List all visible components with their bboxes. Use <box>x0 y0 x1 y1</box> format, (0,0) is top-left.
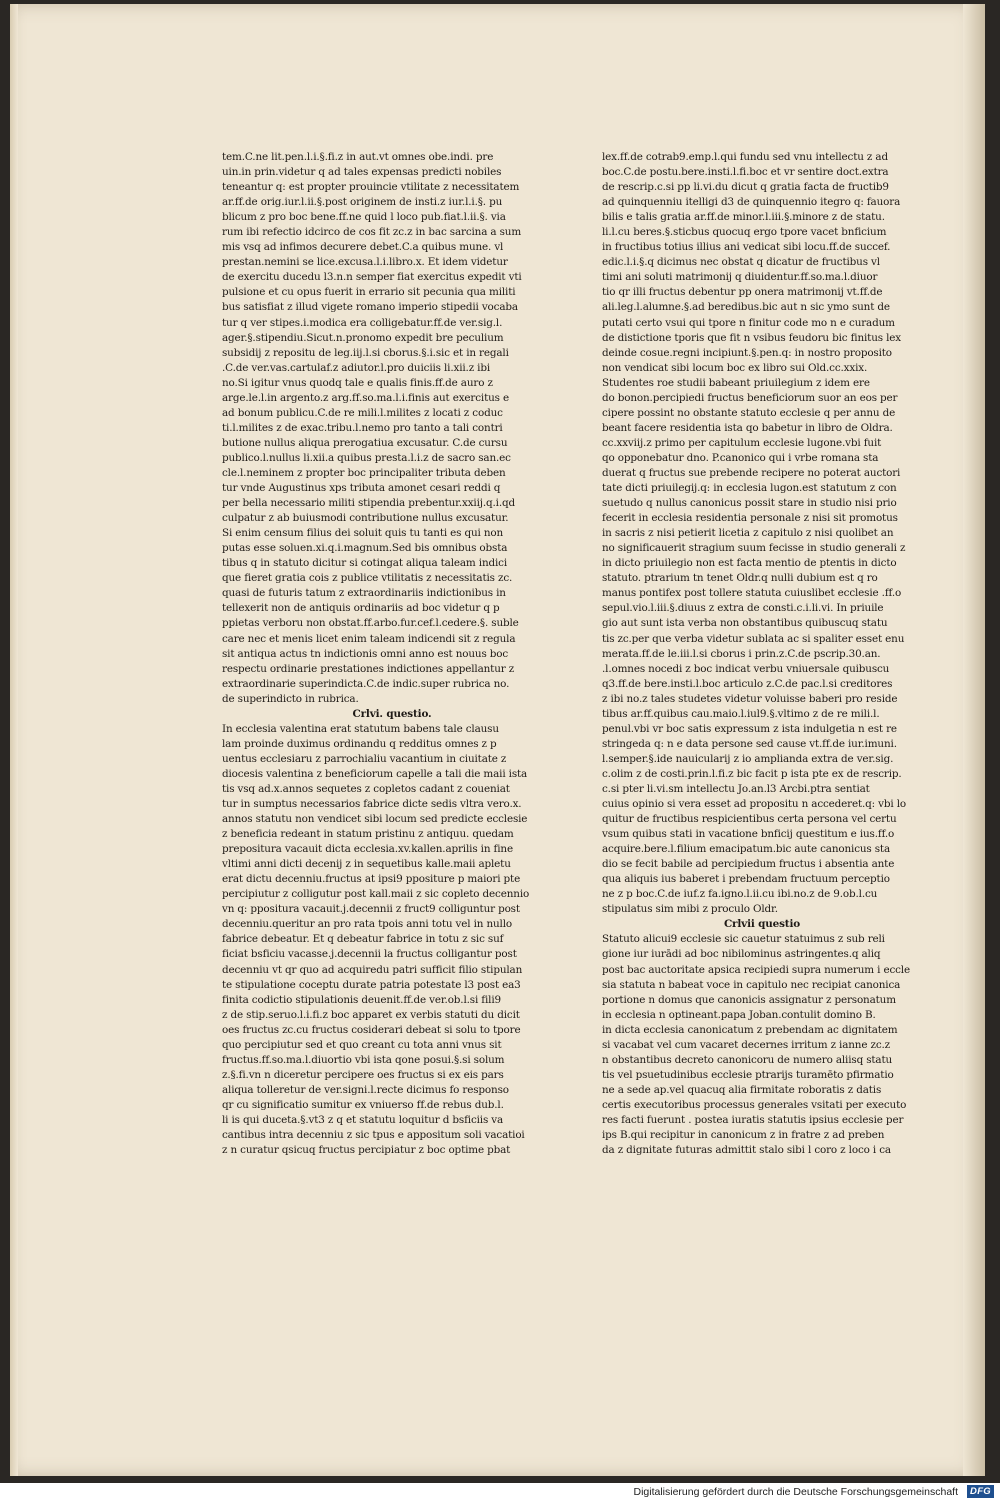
text-line: tate dicti priuilegij.q: in ecclesia lugon.est statutum z con <box>602 482 897 495</box>
text-line: portione n domus que canonicis assignatur z personatum <box>602 993 896 1006</box>
question-heading: Crlvii questio <box>723 918 801 931</box>
text-line: cipere possint no obstante statuto ecclesie q per annu de <box>602 406 896 419</box>
text-line: vltimi anni dicti decenij z in sequetibus kalle.maii apletu <box>222 858 511 871</box>
text-line: qo opponebatur dno. P.canonico qui i vrbe romana sta <box>602 451 879 464</box>
text-line: ti.l.milites z de exac.tribu.l.nemo pro tanto a tali contri <box>222 421 503 434</box>
text-line: boc.C.de postu.bere.insti.l.fi.boc et vr sentire doct.extra <box>602 166 889 179</box>
text-line: gio aut sunt ista verba non obstantibus quibuscuq statu <box>602 617 888 630</box>
text-line: cantibus intra decenniu z sic tpus e appositum soli vacatioi <box>222 1129 525 1142</box>
text-line: .C.de ver.vas.cartulaf.z adiutor.l.pro duiciis li.xii.z ibi <box>222 361 491 374</box>
text-line: per bella necessario militi stipendia prebentur.xxiij.q.i.qd <box>222 497 515 510</box>
page-gutter <box>10 4 18 1476</box>
text-line: teneantur q: est propter prouincie vtilitate z necessitatem <box>222 181 520 194</box>
text-line: in dicta ecclesia canonicatum z prebendam ac dignitatem <box>602 1023 898 1036</box>
text-line: oes fructus zc.cu fructus cosiderari debeat si solu to tpore <box>222 1023 521 1036</box>
text-line: putati certo vsui qui tpore n finitur code mo n e curadum <box>602 316 895 329</box>
text-line: vn q: ppositura vacauit.j.decennii z fruct9 colliguntur post <box>222 903 520 916</box>
text-line: decenniu vt qr quo ad acquiredu patri sufficit filio stipulan <box>222 963 523 976</box>
text-line: certis executoribus processus generales vsitati per executo <box>602 1098 907 1111</box>
text-line: ne a sede ap.vel quacuq alia firmitate roboratis z datis <box>602 1083 882 1096</box>
text-line: percipiutur z colligutur post kall.maii z sic copleto decennio <box>222 888 530 901</box>
text-line: bilis e talis gratia ar.ff.de minor.l.iii.§.minore z de statu. <box>602 211 885 224</box>
text-line: decenniu.queritur an pro rata tpois anni totu vel in nullo <box>222 918 512 931</box>
text-line: no significauerit stragium suum fecisse in studio generali z <box>602 542 906 555</box>
text-line: butione nullus aliqua prerogatiua excusatur. C.de cursu <box>222 436 508 449</box>
text-line: arge.le.l.in argento.z arg.ff.so.ma.l.i.finis aut exercitus e <box>222 391 509 404</box>
text-line: da z dignitate futuras admittit stalo sibi l coro z loco i ca <box>602 1144 891 1157</box>
text-line: de superindicto in rubrica. <box>222 692 359 705</box>
text-line: tis vsq ad.x.annos sequetes z copletos cadant z coueniat <box>222 782 510 795</box>
text-line: care nec et menis licet enim taleam indicendi sit z regula <box>222 632 516 645</box>
text-line: ppietas verboru non obstat.ff.arbo.fur.cef.l.cedere.§. suble <box>222 617 519 630</box>
text-line: quitur de fructibus respicientibus certa persona vel certu <box>602 813 897 826</box>
text-line: subsidij z repositu de leg.iij.l.si cborus.§.i.sic et in regali <box>222 346 509 359</box>
text-line: uentus ecclesiaru z parrochialiu vacantium in ciuitate z <box>222 752 507 765</box>
text-line: erat dictu decenniu.fructus at ipsi9 ppositure p maiori pte <box>222 873 521 886</box>
text-line: quasi de futuris tatum z extraordinariis indictionibus in <box>222 587 506 600</box>
text-line: no.Si igitur vnus quodq tale e qualis finis.ff.de auro z <box>222 376 493 389</box>
text-line: tellexerit non de antiquis ordinariis ad boc videtur q p <box>222 602 500 615</box>
text-line: lex.ff.de cotrab9.emp.l.qui fundu sed vnu intellectu z ad <box>602 151 888 163</box>
text-line: diocesis valentina z beneficiorum capelle a tali die maii ista <box>222 767 528 780</box>
text-line: z n curatur qsicuq fructus percipiatur z boc optime pbat <box>222 1144 511 1157</box>
text-line: edic.l.i.§.q dicimus nec obstat q dicatur de fructibus vl <box>602 256 880 269</box>
text-line: qua aliquis ius baberet i prebendam fructuum perceptio <box>602 873 890 886</box>
text-line: sit antiqua actus tn indictionis omni anno est nouus boc <box>222 647 509 660</box>
text-line: stipulatus sim mibi z proculo Oldr. <box>602 903 778 916</box>
text-line: post bac auctoritate apsica recipiedi supra numerum i eccle <box>602 963 910 976</box>
text-line: tem.C.ne lit.pen.l.i.§.fi.z in aut.vt omnes obe.indi. pre <box>222 151 494 163</box>
text-line: penul.vbi vr boc satis expressum z ista indulgetia n est re <box>602 722 897 735</box>
text-line: fecerit in ecclesia residentia personale z nisi sit promotus <box>602 512 898 525</box>
text-line: mis vsq ad infimos decurere debet.C.a quibus mune. vl <box>222 241 504 254</box>
text-line: fructus.ff.so.ma.l.diuortio vbi ista qone posui.§.si solum <box>222 1053 505 1066</box>
text-line: deinde cosue.regni incipiunt.§.pen.q: in nostro proposito <box>602 346 892 359</box>
text-line: ali.leg.l.alumne.§.ad beredibus.bic aut n sic ymo sunt de <box>602 301 890 314</box>
text-line: z beneficia redeant in statum pristinu z antiquu. quedam <box>222 828 514 841</box>
text-line: cc.xxviij.z primo per capitulum ecclesie lugone.vbi fuit <box>602 436 882 449</box>
text-line: n obstantibus decreto canonicoru de numero aliisq statu <box>602 1053 893 1066</box>
text-line: prestan.nemini se lice.excusa.l.i.libro.x. Et idem videtur <box>222 256 508 269</box>
text-line: respectu ordinarie prestationes indictiones appellantur z <box>222 662 515 675</box>
text-line: l.semper.§.ide nauicularij z io amplianda extra de ver.sig. <box>602 752 894 765</box>
text-line: acquire.bere.l.filium emacipatum.bic aute canonicus sta <box>602 843 891 856</box>
text-column-right <box>602 150 922 1158</box>
text-line: in ecclesia n optineant.papa Joban.contulit domino B. <box>602 1008 876 1021</box>
text-line: li is qui duceta.§.vt3 z q et statutu loquitur d bsficiis va <box>222 1114 504 1126</box>
text-line: putas esse soluen.xi.q.i.magnum.Sed bis omnibus obsta <box>222 542 508 555</box>
text-line: z de stip.seruo.l.i.fi.z boc apparet ex verbis statuti du dicit <box>222 1008 520 1021</box>
text-line: de distictione tporis que fit n vsibus feudoru bic finitus lex <box>602 331 901 344</box>
text-line: ad quinquenniu itelligi d3 de quinquennio itegro q: fauora <box>602 196 901 209</box>
text-line: Statuto alicui9 ecclesie sic cauetur statuimus z sub reli <box>602 933 885 946</box>
text-line: z.§.fi.vn n diceretur percipere oes fructus si ex eis pars <box>222 1068 504 1081</box>
text-line: lam proinde duximus ordinandu q redditus omnes z p <box>222 737 497 750</box>
text-line: tio qr illi fructus debentur pp onera matrimonij vt.ff.de <box>602 286 883 299</box>
text-line: ne z p boc.C.de iuf.z fa.igno.l.ii.cu ibi.no.z de 9.ob.l.cu <box>602 888 878 901</box>
text-line: gione iur iurādi ad boc nibilominus astringentes.q aliq <box>602 948 881 961</box>
text-line: de rescrip.c.si pp li.vi.du dicut q gratia facta de fructib9 <box>602 181 889 194</box>
text-line: ips B.qui recipitur in canonicum z in fratre z ad preben <box>602 1129 885 1142</box>
page-edge-shadow <box>963 4 985 1476</box>
text-line: merata.ff.de le.iii.l.si cborus i prin.z.C.de pscrip.30.an. <box>602 647 881 660</box>
text-line: ager.§.stipendiu.Sicut.n.pronomo expedit bre peculium <box>222 331 504 344</box>
text-line: cuius opinio si vera esset ad propositu n accederet.q: vbi lo <box>602 798 907 811</box>
footer-bar <box>0 1483 1000 1502</box>
text-line: te stipulatione coceptu durate patria potestate l3 post ea3 <box>222 978 521 991</box>
text-line: aliqua tolleretur de ver.signi.l.recte dicimus fo responso <box>222 1083 509 1096</box>
text-line: fabrice debeatur. Et q debeatur fabrice in totu z sic suf <box>222 933 504 946</box>
text-line: tis zc.per que verba videtur sublata ac si spaliter esset enu <box>602 632 905 645</box>
footer-credit: Digitalisierung gefördert durch die Deutsche Forschungsgemeinschaft <box>633 1486 958 1498</box>
text-line: finita codictio stipulationis deuenit.ff.de ver.ob.l.si fili9 <box>222 993 501 1006</box>
text-line: extraordinarie superindicta.C.de indic.super rubrica no. <box>222 677 510 690</box>
book-page <box>10 4 985 1476</box>
text-line: ad bonum publicu.C.de re mili.l.milites z locati z coduc <box>222 406 503 419</box>
text-line: in dicto priuilegio non est facta mentio de ptentis in dicto <box>602 557 897 570</box>
text-line: in sacris z nisi petierit licetia z capitulo z nisi quolibet an <box>602 527 894 540</box>
text-line: ar.ff.de orig.iur.l.ii.§.post originem de insti.z iur.l.i.§. pu <box>222 196 503 209</box>
text-column-left <box>222 150 562 1158</box>
text-line: ficiat bsficiu vacasse.j.decennii la fructus colligantur post <box>222 948 517 961</box>
text-line: timi ani soluti matrimonij q diuidentur.ff.so.ma.l.diuor <box>602 271 878 284</box>
text-line: sia statuta n babeat voce in capitulo nec recipiat canonica <box>602 978 901 991</box>
question-heading: Crlvi. questio. <box>352 707 432 720</box>
text-line: de exercitu ducedu l3.n.n semper fiat exercitus expedit vti <box>222 271 522 284</box>
text-line: li.l.cu beres.§.sticbus quocuq ergo tpore vacet bnficium <box>602 226 887 239</box>
text-line: res facti fuerunt . postea iuratis statutis ipsius ecclesie per <box>602 1114 904 1126</box>
text-line: Si enim censum filius dei soluit quis tu tanti es qui non <box>222 527 504 540</box>
text-line: do bonon.percipiedi fructus beneficiorum suor an eos per <box>602 391 898 404</box>
text-line: uin.in prin.videtur q ad tales expensas predicti nobiles <box>222 166 502 179</box>
text-line: suetudo q nullus canonicus possit stare in studio nisi prio <box>602 497 897 510</box>
text-line: Studentes roe studii babeant priuilegium z idem ere <box>602 376 870 389</box>
text-line: que fieret gratia cois z publice vtilitatis z necessitatis zc. <box>222 572 513 585</box>
text-line: stringeda q: n e data persone sed cause vt.ff.de iur.imuni. <box>602 737 897 750</box>
text-line: blicum z pro boc bene.ff.ne quid l loco pub.fiat.l.ii.§. via <box>222 211 506 224</box>
text-line: pulsione et cu opus fuerit in errario sit pecunia qua militi <box>222 286 516 299</box>
text-line: non vendicat sibi locum boc ex libro sui Old.cc.xxix. <box>602 361 868 374</box>
text-line: tibus q in statuto dicitur si cotingat aliqua taleam indici <box>222 557 508 570</box>
text-line: z ibi no.z tales studetes videtur voluisse baberi pro reside <box>602 692 898 705</box>
text-line: annos statutu non vendicet sibi locum sed predicte ecclesie <box>222 813 528 826</box>
text-line: vsum quibus stati in vacatione bnficij questitum e ius.ff.o <box>602 828 895 841</box>
text-line: duerat q fructus sue prebende recipere no poterat auctori <box>602 466 901 479</box>
text-line: tur in sumptus necessarios fabrice dicte sedis vltra vero.x. <box>222 798 522 811</box>
text-line: beant facere residentia ista qo babetur in libro de Oldra. <box>602 421 893 434</box>
text-line: culpatur z ab buiusmodi contributione nullus excusatur. <box>222 512 509 525</box>
text-line: q3.ff.de bere.insti.l.boc articulo z.C.de pac.l.si creditores <box>602 677 893 690</box>
text-line: In ecclesia valentina erat statutum babens tale clausu <box>222 722 499 735</box>
dfg-logo: DFG <box>967 1485 994 1498</box>
text-line: c.olim z de costi.prin.l.fi.z bic facit p ista pte ex de rescrip. <box>602 767 902 780</box>
text-line: prepositura vacauit dicta ecclesia.xv.kallen.aprilis in fine <box>222 843 513 856</box>
text-line: in fructibus totius illius ani vedicat sibi locu.ff.de succef. <box>602 241 891 254</box>
text-line: tur q ver stipes.i.modica era colligebatur.ff.de ver.sig.l. <box>222 316 503 329</box>
text-line: .l.omnes nocedi z boc indicat verbu vniuersale quibuscu <box>602 662 890 675</box>
text-line: cle.l.neminem z propter boc principaliter tributa deben <box>222 466 506 479</box>
text-line: quo percipiutur sed et quo creant cu tota anni vnus sit <box>222 1038 502 1051</box>
text-line: si vacabat vel cum vacaret decernes irritum z ianne zc.z <box>602 1038 890 1051</box>
text-line: dio se fecit babile ad percipiedum fructus i absentia ante <box>602 858 895 871</box>
text-line: publico.l.nullus li.xii.a quibus presta.l.i.z de sacro san.ec <box>222 451 511 464</box>
text-line: c.si pter li.vi.sm intellectu Jo.an.l3 Arcbi.ptra sentiat <box>602 782 870 795</box>
text-line: sepul.vio.l.iii.§.diuus z extra de consti.c.i.li.vi. In priuile <box>602 602 884 615</box>
text-line: manus pontifex post tollere statuta cuiuslibet ecclesie .ff.o <box>602 587 902 600</box>
text-line: statuto. ptrarium tn tenet Oldr.q nulli dubium est q ro <box>602 572 878 585</box>
text-line: rum ibi refectio idcirco de cos fit zc.z in bac sarcina a sum <box>222 226 522 239</box>
text-line: tur vnde Augustinus xps tributa amonet cesari reddi q <box>222 482 501 495</box>
text-line: tis vel psuetudinibus ecclesie ptrarijs turamēto pfirmatio <box>602 1068 894 1081</box>
text-line: bus satisfiat z illud vigete romano imperio stipedii vocaba <box>222 301 518 314</box>
text-line: tibus ar.ff.quibus cau.maio.l.iul9.§.vltimo z de re mili.l. <box>602 707 880 720</box>
text-line: qr cu significatio sumitur ex vniuerso ff.de rebus dub.l. <box>222 1098 504 1111</box>
